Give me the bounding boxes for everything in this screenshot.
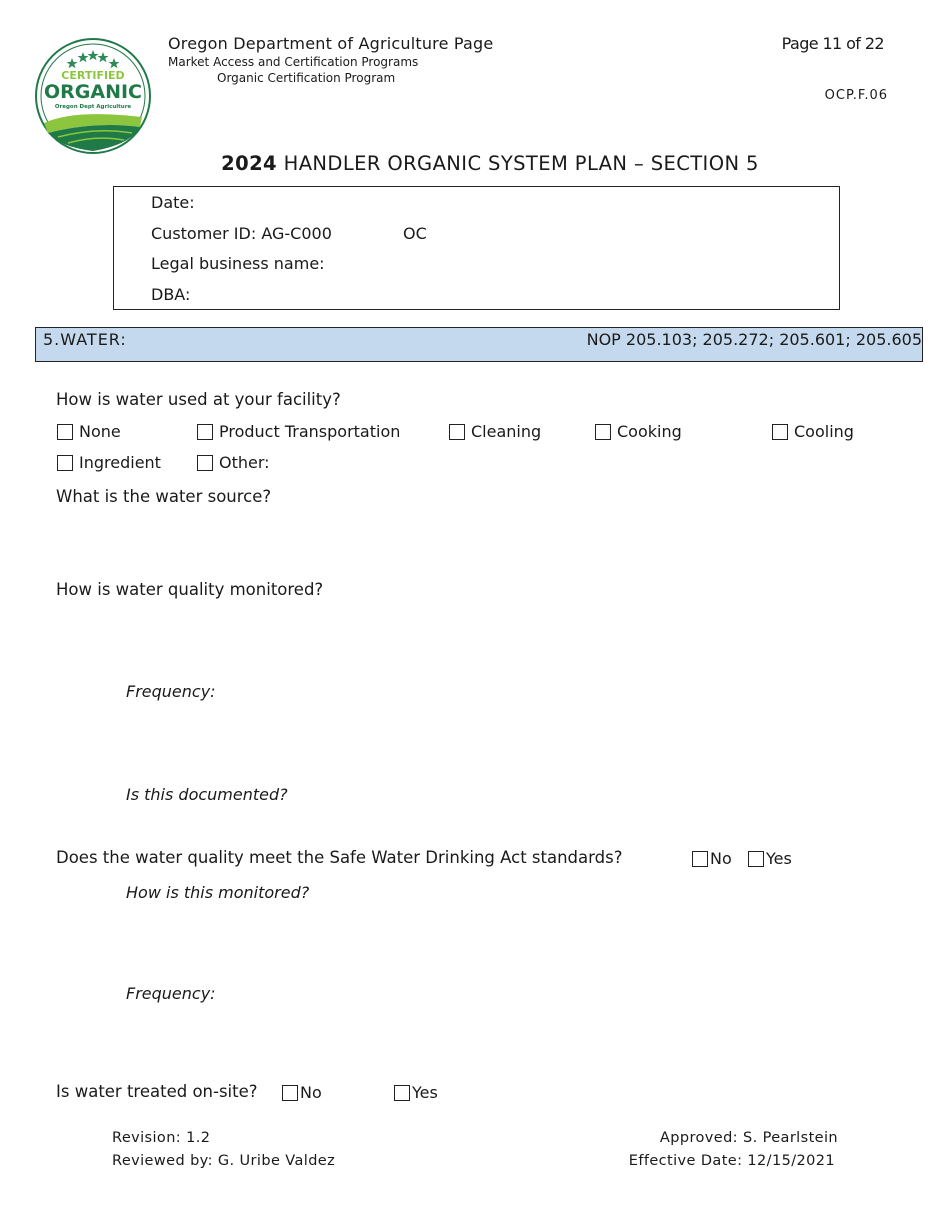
customer-id-suffix: OC <box>403 224 427 243</box>
program-name: Organic Certification Program <box>217 71 396 85</box>
checkbox[interactable] <box>394 1085 410 1101</box>
title-text: HANDLER ORGANIC SYSTEM PLAN – SECTION 5 <box>283 152 759 175</box>
form-code: OCP.F.06 <box>824 88 888 103</box>
checkbox[interactable] <box>449 424 465 440</box>
checkbox[interactable] <box>57 424 73 440</box>
division-name: Market Access and Certification Programs <box>168 55 419 69</box>
option-label: None <box>79 422 121 441</box>
option-cooking[interactable] <box>595 422 682 441</box>
certified-organic-logo <box>34 37 152 155</box>
treated-yes-option[interactable] <box>394 1083 438 1102</box>
question-how-monitored: How is this monitored? <box>126 883 310 902</box>
page-title <box>0 152 950 175</box>
legal-business-name-label: Legal business name: <box>151 254 325 273</box>
sdwa-yes-option[interactable] <box>748 849 792 868</box>
question-sdwa: Does the water quality meet the Safe Water Drinking Act standards? <box>56 848 623 867</box>
treated-no-option[interactable] <box>282 1083 322 1102</box>
checkbox[interactable] <box>692 851 708 867</box>
option-label: Ingredient <box>79 453 161 472</box>
option-cleaning[interactable] <box>449 422 541 441</box>
customer-id-label: Customer ID: AG-C000 <box>151 224 332 243</box>
checkbox[interactable] <box>57 455 73 471</box>
svg-text:ORGANIC: ORGANIC <box>44 81 142 103</box>
option-label: Yes <box>412 1083 438 1102</box>
option-ingredient[interactable] <box>57 453 161 472</box>
question-treated-onsite: Is water treated on-site? <box>56 1082 258 1101</box>
footer-approved: Approved: S. Pearlstein <box>659 1130 838 1146</box>
option-label: No <box>710 849 732 868</box>
option-other[interactable] <box>197 453 270 472</box>
svg-text:Oregon Dept Agriculture: Oregon Dept Agriculture <box>54 104 132 110</box>
agency-name: Oregon Department of Agriculture Page <box>168 34 494 53</box>
option-label: Yes <box>766 849 792 868</box>
option-label: Cleaning <box>471 422 542 441</box>
option-label: Cooking <box>617 422 682 441</box>
dba-label: DBA: <box>151 285 191 304</box>
question-frequency-1: Frequency: <box>126 682 216 701</box>
checkbox[interactable] <box>282 1085 298 1101</box>
question-quality-monitored: How is water quality monitored? <box>56 580 324 599</box>
option-label: Product Transportation <box>219 422 401 441</box>
section-reference: NOP 205.103; 205.272; 205.601; 205.605 <box>586 330 922 349</box>
option-cooling[interactable] <box>772 422 854 441</box>
sdwa-no-option[interactable] <box>692 849 732 868</box>
option-label: No <box>300 1083 322 1102</box>
section-header <box>35 327 923 362</box>
question-documented: Is this documented? <box>126 785 288 804</box>
customer-info-box <box>113 186 840 310</box>
title-year: 2024 <box>221 152 278 175</box>
footer-effective-date: Effective Date: 12/15/2021 <box>628 1153 835 1169</box>
checkbox[interactable] <box>595 424 611 440</box>
page-number: Page 11 of 22 <box>781 34 884 53</box>
option-label: Cooling <box>794 422 854 441</box>
footer-revision: Revision: 1.2 <box>112 1130 211 1146</box>
option-product-transportation[interactable] <box>197 422 400 441</box>
checkbox[interactable] <box>197 455 213 471</box>
option-label: Other: <box>219 453 270 472</box>
checkbox[interactable] <box>772 424 788 440</box>
footer-reviewed-by: Reviewed by: G. Uribe Valdez <box>112 1153 336 1169</box>
checkbox[interactable] <box>197 424 213 440</box>
section-label: 5.WATER: <box>43 330 127 349</box>
svg-text:CERTIFIED: CERTIFIED <box>61 69 125 82</box>
date-label: Date: <box>151 193 195 212</box>
question-water-source: What is the water source? <box>56 487 272 506</box>
question-frequency-2: Frequency: <box>126 984 216 1003</box>
option-none[interactable] <box>57 422 121 441</box>
checkbox[interactable] <box>748 851 764 867</box>
question-water-use: How is water used at your facility? <box>56 390 341 409</box>
